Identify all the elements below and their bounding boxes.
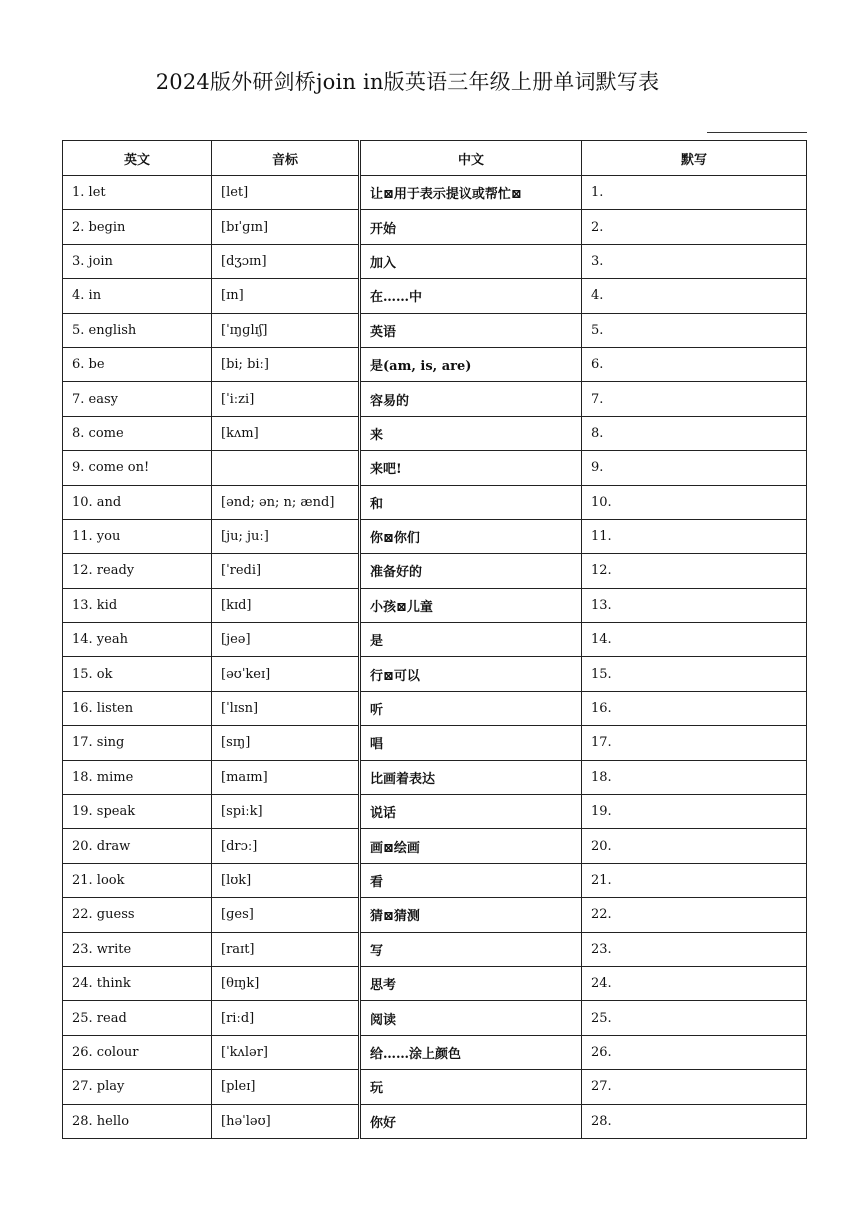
english-word-cell: 28. hello [63,1104,212,1138]
header-chinese: 中文 [360,141,582,176]
phonetic-cell: [ɡes] [212,898,360,932]
table-row [63,623,807,657]
dictation-cell[interactable]: 11. [582,519,807,553]
table-row [63,795,807,829]
table-row [63,279,807,313]
english-word-cell: 22. guess [63,898,212,932]
chinese-meaning-cell: 听 [360,691,582,725]
english-word-cell: 2. begin [63,210,212,244]
dictation-cell[interactable]: 4. [582,279,807,313]
phonetic-cell: [maɪm] [212,760,360,794]
chinese-meaning-cell: 看 [360,863,582,897]
chinese-meaning-cell: 来 [360,416,582,450]
phonetic-cell: [pleɪ] [212,1070,360,1104]
chinese-meaning-cell: 在……中 [360,279,582,313]
table-row [63,554,807,588]
english-word-cell: 11. you [63,519,212,553]
dictation-cell[interactable]: 6. [582,347,807,381]
table-row [63,898,807,932]
phonetic-cell: [ɪn] [212,279,360,313]
dictation-cell[interactable]: 5. [582,313,807,347]
phonetic-cell: [drɔː] [212,829,360,863]
table-row [63,966,807,1000]
dictation-cell[interactable]: 19. [582,795,807,829]
english-word-cell: 18. mime [63,760,212,794]
table-row [63,932,807,966]
dictation-cell[interactable]: 24. [582,966,807,1000]
phonetic-cell: [ju; juː] [212,519,360,553]
english-word-cell: 25. read [63,1001,212,1035]
phonetic-cell: [kɪd] [212,588,360,622]
header-phonetic: 音标 [212,141,360,176]
dictation-cell[interactable]: 1. [582,176,807,210]
dictation-cell[interactable]: 20. [582,829,807,863]
chinese-meaning-cell: 唱 [360,726,582,760]
chinese-meaning-cell: 玩 [360,1070,582,1104]
table-row [63,691,807,725]
dictation-cell[interactable]: 10. [582,485,807,519]
english-word-cell: 14. yeah [63,623,212,657]
english-word-cell: 5. english [63,313,212,347]
english-word-cell: 27. play [63,1070,212,1104]
page-title: 2024版外研剑桥join in版英语三年级上册单词默写表 [155,70,660,94]
chinese-meaning-cell: 让⊠用于表示提议或帮忙⊠ [360,176,582,210]
phonetic-cell: [lʊk] [212,863,360,897]
vocabulary-table [62,140,807,1139]
table-row [63,760,807,794]
english-word-cell: 8. come [63,416,212,450]
phonetic-cell: [riːd] [212,1001,360,1035]
chinese-meaning-cell: 来吧! [360,451,582,485]
phonetic-cell: [spiːk] [212,795,360,829]
table-row [63,451,807,485]
dictation-cell[interactable]: 14. [582,623,807,657]
phonetic-cell: [ˈɪŋɡlɪʃ] [212,313,360,347]
chinese-meaning-cell: 思考 [360,966,582,1000]
english-word-cell: 1. let [63,176,212,210]
dictation-cell[interactable]: 16. [582,691,807,725]
table-row [63,313,807,347]
english-word-cell: 12. ready [63,554,212,588]
name-line [707,132,807,133]
table-row [63,1104,807,1138]
dictation-cell[interactable]: 18. [582,760,807,794]
phonetic-cell: [ənd; ən; n; ænd] [212,485,360,519]
table-row [63,588,807,622]
header-dictation: 默写 [582,141,807,176]
phonetic-cell: [let] [212,176,360,210]
phonetic-cell: [ˈkʌlər] [212,1035,360,1069]
phonetic-cell: [ˈlɪsn] [212,691,360,725]
table-row [63,863,807,897]
table-row [63,244,807,278]
table-row [63,1070,807,1104]
english-word-cell: 13. kid [63,588,212,622]
chinese-meaning-cell: 比画着表达 [360,760,582,794]
dictation-cell[interactable]: 21. [582,863,807,897]
table-row [63,347,807,381]
phonetic-cell: [ˈiːzi] [212,382,360,416]
table-row [63,829,807,863]
english-word-cell: 9. come on! [63,451,212,485]
dictation-cell[interactable]: 7. [582,382,807,416]
table-row [63,210,807,244]
chinese-meaning-cell: 说话 [360,795,582,829]
phonetic-cell: [ˈredi] [212,554,360,588]
table-row [63,416,807,450]
chinese-meaning-cell: 英语 [360,313,582,347]
phonetic-cell: [sɪŋ] [212,726,360,760]
dictation-cell[interactable]: 13. [582,588,807,622]
table-header-row [63,141,807,176]
dictation-cell[interactable]: 25. [582,1001,807,1035]
dictation-cell[interactable]: 23. [582,932,807,966]
table-row [63,382,807,416]
english-word-cell: 10. and [63,485,212,519]
chinese-meaning-cell: 你好 [360,1104,582,1138]
dictation-cell[interactable]: 28. [582,1104,807,1138]
english-word-cell: 7. easy [63,382,212,416]
english-word-cell: 20. draw [63,829,212,863]
chinese-meaning-cell: 和 [360,485,582,519]
table-row [63,657,807,691]
phonetic-cell: [bi; biː] [212,347,360,381]
table-row [63,176,807,210]
english-word-cell: 23. write [63,932,212,966]
english-word-cell: 16. listen [63,691,212,725]
chinese-meaning-cell: 画⊠绘画 [360,829,582,863]
phonetic-cell: [həˈləʊ] [212,1104,360,1138]
dictation-cell[interactable]: 17. [582,726,807,760]
chinese-meaning-cell: 开始 [360,210,582,244]
header-english: 英文 [63,141,212,176]
chinese-meaning-cell: 你⊠你们 [360,519,582,553]
english-word-cell: 4. in [63,279,212,313]
english-word-cell: 17. sing [63,726,212,760]
chinese-meaning-cell: 是 [360,623,582,657]
english-word-cell: 6. be [63,347,212,381]
table-row [63,519,807,553]
dictation-cell[interactable]: 9. [582,451,807,485]
english-word-cell: 21. look [63,863,212,897]
dictation-cell[interactable]: 12. [582,554,807,588]
chinese-meaning-cell: 写 [360,932,582,966]
chinese-meaning-cell: 容易的 [360,382,582,416]
chinese-meaning-cell: 猜⊠猜测 [360,898,582,932]
english-word-cell: 24. think [63,966,212,1000]
phonetic-cell: [θɪŋk] [212,966,360,1000]
dictation-cell[interactable]: 3. [582,244,807,278]
english-word-cell: 19. speak [63,795,212,829]
dictation-cell[interactable]: 2. [582,210,807,244]
chinese-meaning-cell: 阅读 [360,1001,582,1035]
table-row [63,726,807,760]
table-row [63,1001,807,1035]
table-row [63,1035,807,1069]
phonetic-cell: [jeə] [212,623,360,657]
dictation-cell[interactable]: 27. [582,1070,807,1104]
chinese-meaning-cell: 是(am, is, are) [360,347,582,381]
english-word-cell: 3. join [63,244,212,278]
chinese-meaning-cell: 加入 [360,244,582,278]
chinese-meaning-cell: 准备好的 [360,554,582,588]
phonetic-cell: [dʒɔɪn] [212,244,360,278]
english-word-cell: 15. ok [63,657,212,691]
dictation-cell[interactable]: 15. [582,657,807,691]
english-word-cell: 26. colour [63,1035,212,1069]
phonetic-cell: [əʊˈkeɪ] [212,657,360,691]
phonetic-cell [212,451,360,485]
phonetic-cell: [kʌm] [212,416,360,450]
dictation-cell[interactable]: 8. [582,416,807,450]
chinese-meaning-cell: 行⊠可以 [360,657,582,691]
phonetic-cell: [bɪˈɡɪn] [212,210,360,244]
dictation-cell[interactable]: 22. [582,898,807,932]
phonetic-cell: [raɪt] [212,932,360,966]
chinese-meaning-cell: 小孩⊠儿童 [360,588,582,622]
table-row [63,485,807,519]
chinese-meaning-cell: 给……涂上颜色 [360,1035,582,1069]
dictation-cell[interactable]: 26. [582,1035,807,1069]
